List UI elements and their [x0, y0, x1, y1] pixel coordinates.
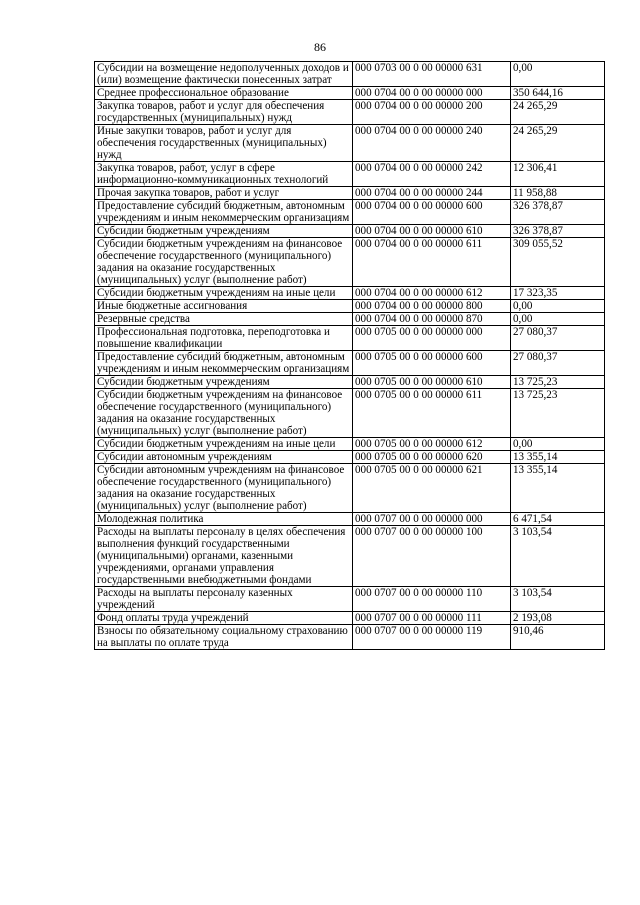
amount-cell: 326 378,87	[511, 225, 605, 238]
budget-code-cell: 000 0704 00 0 00 00000 200	[353, 100, 511, 125]
amount-cell: 3 103,54	[511, 587, 605, 612]
budget-code-cell: 000 0705 00 0 00 00000 000	[353, 326, 511, 351]
budget-code-cell: 000 0704 00 0 00 00000 612	[353, 287, 511, 300]
table-row	[95, 125, 605, 162]
table-row	[95, 464, 605, 513]
budget-code-cell: 000 0704 00 0 00 00000 870	[353, 313, 511, 326]
table-row	[95, 326, 605, 351]
budget-code-cell: 000 0704 00 0 00 00000 611	[353, 238, 511, 287]
expense-name-cell: Молодежная политика	[95, 513, 353, 526]
amount-cell: 910,46	[511, 625, 605, 650]
amount-cell: 13 355,14	[511, 464, 605, 513]
amount-cell: 27 080,37	[511, 351, 605, 376]
page-number: 86	[314, 40, 326, 54]
budget-code-cell: 000 0705 00 0 00 00000 612	[353, 438, 511, 451]
budget-code-cell: 000 0707 00 0 00 00000 111	[353, 612, 511, 625]
table-row	[95, 287, 605, 300]
table-row	[95, 389, 605, 438]
budget-code-cell: 000 0705 00 0 00 00000 621	[353, 464, 511, 513]
expense-name-cell: Иные закупки товаров, работ и услуг для обеспечения государственных (муниципальных) нужд	[95, 125, 353, 162]
budget-code-cell: 000 0704 00 0 00 00000 600	[353, 200, 511, 225]
expense-name-cell: Предоставление субсидий бюджетным, автономным учреждениям и иным некоммерческим организациям	[95, 351, 353, 376]
table-row	[95, 200, 605, 225]
budget-code-cell: 000 0707 00 0 00 00000 000	[353, 513, 511, 526]
budget-code-cell: 000 0707 00 0 00 00000 119	[353, 625, 511, 650]
budget-code-cell: 000 0707 00 0 00 00000 110	[353, 587, 511, 612]
expense-name-cell: Расходы на выплаты персоналу казенных учреждений	[95, 587, 353, 612]
amount-cell: 3 103,54	[511, 526, 605, 587]
budget-code-cell: 000 0705 00 0 00 00000 600	[353, 351, 511, 376]
amount-cell: 326 378,87	[511, 200, 605, 225]
expense-name-cell: Взносы по обязательному социальному страхованию на выплаты по оплате труда	[95, 625, 353, 650]
expense-name-cell: Субсидии на возмещение недополученных доходов и (или) возмещение фактически понесенных затрат	[95, 62, 353, 87]
amount-cell: 0,00	[511, 62, 605, 87]
expense-name-cell: Закупка товаров, работ, услуг в сфере информационно-коммуникационных технологий	[95, 162, 353, 187]
amount-cell: 13 355,14	[511, 451, 605, 464]
budget-code-cell: 000 0704 00 0 00 00000 800	[353, 300, 511, 313]
budget-code-cell: 000 0703 00 0 00 00000 631	[353, 62, 511, 87]
expense-name-cell: Субсидии бюджетным учреждениям на иные цели	[95, 438, 353, 451]
table-row	[95, 513, 605, 526]
table-row	[95, 87, 605, 100]
expense-name-cell: Субсидии автономным учреждениям на финансовое обеспечение государственного (муниципального) задания на оказание государственных (муниципальных) услуг (выполнение работ)	[95, 464, 353, 513]
table-row	[95, 526, 605, 587]
expense-name-cell: Расходы на выплаты персоналу в целях обеспечения выполнения функций государственными (муниципальными) органами, казенными учреждениями, органами управления государственными внебюджетными фондами	[95, 526, 353, 587]
amount-cell: 0,00	[511, 313, 605, 326]
expense-name-cell: Иные бюджетные ассигнования	[95, 300, 353, 313]
budget-code-cell: 000 0704 00 0 00 00000 242	[353, 162, 511, 187]
expense-name-cell: Закупка товаров, работ и услуг для обеспечения государственных (муниципальных) нужд	[95, 100, 353, 125]
table-row	[95, 451, 605, 464]
budget-table	[94, 61, 605, 650]
table-row	[95, 376, 605, 389]
expense-name-cell: Субсидии бюджетным учреждениям	[95, 376, 353, 389]
amount-cell: 0,00	[511, 300, 605, 313]
table-row	[95, 100, 605, 125]
amount-cell: 350 644,16	[511, 87, 605, 100]
expense-name-cell: Субсидии бюджетным учреждениям	[95, 225, 353, 238]
budget-code-cell: 000 0704 00 0 00 00000 610	[353, 225, 511, 238]
table-row	[95, 162, 605, 187]
budget-code-cell: 000 0705 00 0 00 00000 620	[353, 451, 511, 464]
table-row	[95, 612, 605, 625]
expense-name-cell: Предоставление субсидий бюджетным, автономным учреждениям и иным некоммерческим организациям	[95, 200, 353, 225]
table-row	[95, 351, 605, 376]
budget-code-cell: 000 0707 00 0 00 00000 100	[353, 526, 511, 587]
amount-cell: 24 265,29	[511, 100, 605, 125]
amount-cell: 2 193,08	[511, 612, 605, 625]
table-row	[95, 313, 605, 326]
amount-cell: 13 725,23	[511, 389, 605, 438]
table-row	[95, 587, 605, 612]
expense-name-cell: Резервные средства	[95, 313, 353, 326]
amount-cell: 13 725,23	[511, 376, 605, 389]
amount-cell: 11 958,88	[511, 187, 605, 200]
budget-code-cell: 000 0704 00 0 00 00000 240	[353, 125, 511, 162]
budget-code-cell: 000 0705 00 0 00 00000 610	[353, 376, 511, 389]
amount-cell: 24 265,29	[511, 125, 605, 162]
budget-code-cell: 000 0705 00 0 00 00000 611	[353, 389, 511, 438]
table-row	[95, 225, 605, 238]
table-row	[95, 438, 605, 451]
budget-table-body	[95, 62, 605, 650]
expense-name-cell: Фонд оплаты труда учреждений	[95, 612, 353, 625]
expense-name-cell: Субсидии бюджетным учреждениям на иные цели	[95, 287, 353, 300]
expense-name-cell: Профессиональная подготовка, переподготовка и повышение квалификации	[95, 326, 353, 351]
expense-name-cell: Субсидии автономным учреждениям	[95, 451, 353, 464]
expense-name-cell: Среднее профессиональное образование	[95, 87, 353, 100]
amount-cell: 309 055,52	[511, 238, 605, 287]
table-row	[95, 300, 605, 313]
table-row	[95, 625, 605, 650]
table-row	[95, 187, 605, 200]
amount-cell: 27 080,37	[511, 326, 605, 351]
budget-code-cell: 000 0704 00 0 00 00000 000	[353, 87, 511, 100]
amount-cell: 17 323,35	[511, 287, 605, 300]
table-row	[95, 62, 605, 87]
expense-name-cell: Субсидии бюджетным учреждениям на финансовое обеспечение государственного (муниципального) задания на оказание государственных (муниципальных) услуг (выполнение работ)	[95, 389, 353, 438]
amount-cell: 0,00	[511, 438, 605, 451]
amount-cell: 6 471,54	[511, 513, 605, 526]
table-row	[95, 238, 605, 287]
budget-code-cell: 000 0704 00 0 00 00000 244	[353, 187, 511, 200]
amount-cell: 12 306,41	[511, 162, 605, 187]
expense-name-cell: Прочая закупка товаров, работ и услуг	[95, 187, 353, 200]
expense-name-cell: Субсидии бюджетным учреждениям на финансовое обеспечение государственного (муниципального) задания на оказание государственных (муниципальных) услуг (выполнение работ)	[95, 238, 353, 287]
